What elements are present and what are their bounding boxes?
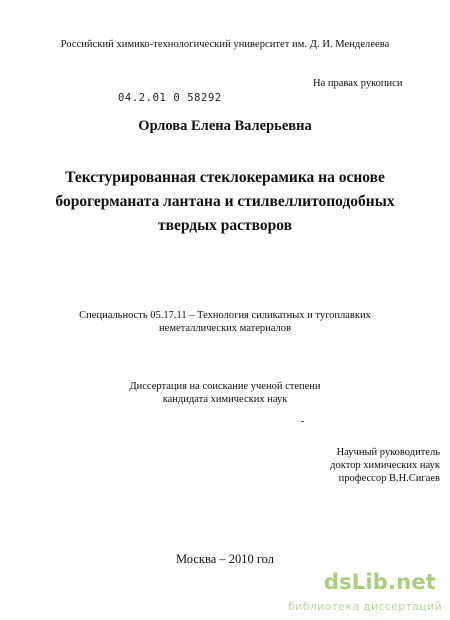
author-name: Орлова Елена Валерьевна <box>138 118 312 134</box>
degree-line: кандидата химических наук <box>162 394 288 405</box>
supervisor-line: профессор В.Н.Сигаев <box>338 473 440 484</box>
archive-stamp-number: 04.2.01 0 58292 <box>118 92 222 104</box>
specialty-block <box>0 309 450 335</box>
specialty-line: Специальность 05.17.11 – Технология силикатных и тугоплавких <box>79 310 371 321</box>
title-line: Текстурированная стеклокерамика на основе <box>65 169 385 186</box>
title-line: твердых растворов <box>157 217 293 234</box>
stray-mark <box>301 421 304 422</box>
city-year: Москва – 2010 гол <box>175 552 275 566</box>
dissertation-title <box>0 166 450 238</box>
scientific-supervisor <box>300 446 440 485</box>
title-line: боpогерманата лантана и стилвеллитоподобных <box>55 193 395 210</box>
watermark-logo: dsLib.net <box>323 570 436 594</box>
watermark-subtitle: библиотека диссертаций <box>288 600 442 613</box>
dslib-watermark <box>274 570 446 616</box>
manuscript-rights-note: На правах рукописи <box>313 78 403 89</box>
specialty-line: неметаллических материалов <box>159 323 291 334</box>
university-name: Российский химико-технологический университет им. Д. И. Менделеева <box>60 39 390 50</box>
degree-statement <box>0 380 450 406</box>
supervisor-line: Научный руководитель <box>336 447 440 458</box>
degree-line: Диссертация на соискание ученой степени <box>129 381 321 392</box>
supervisor-line: доктор химических наук <box>330 460 440 471</box>
